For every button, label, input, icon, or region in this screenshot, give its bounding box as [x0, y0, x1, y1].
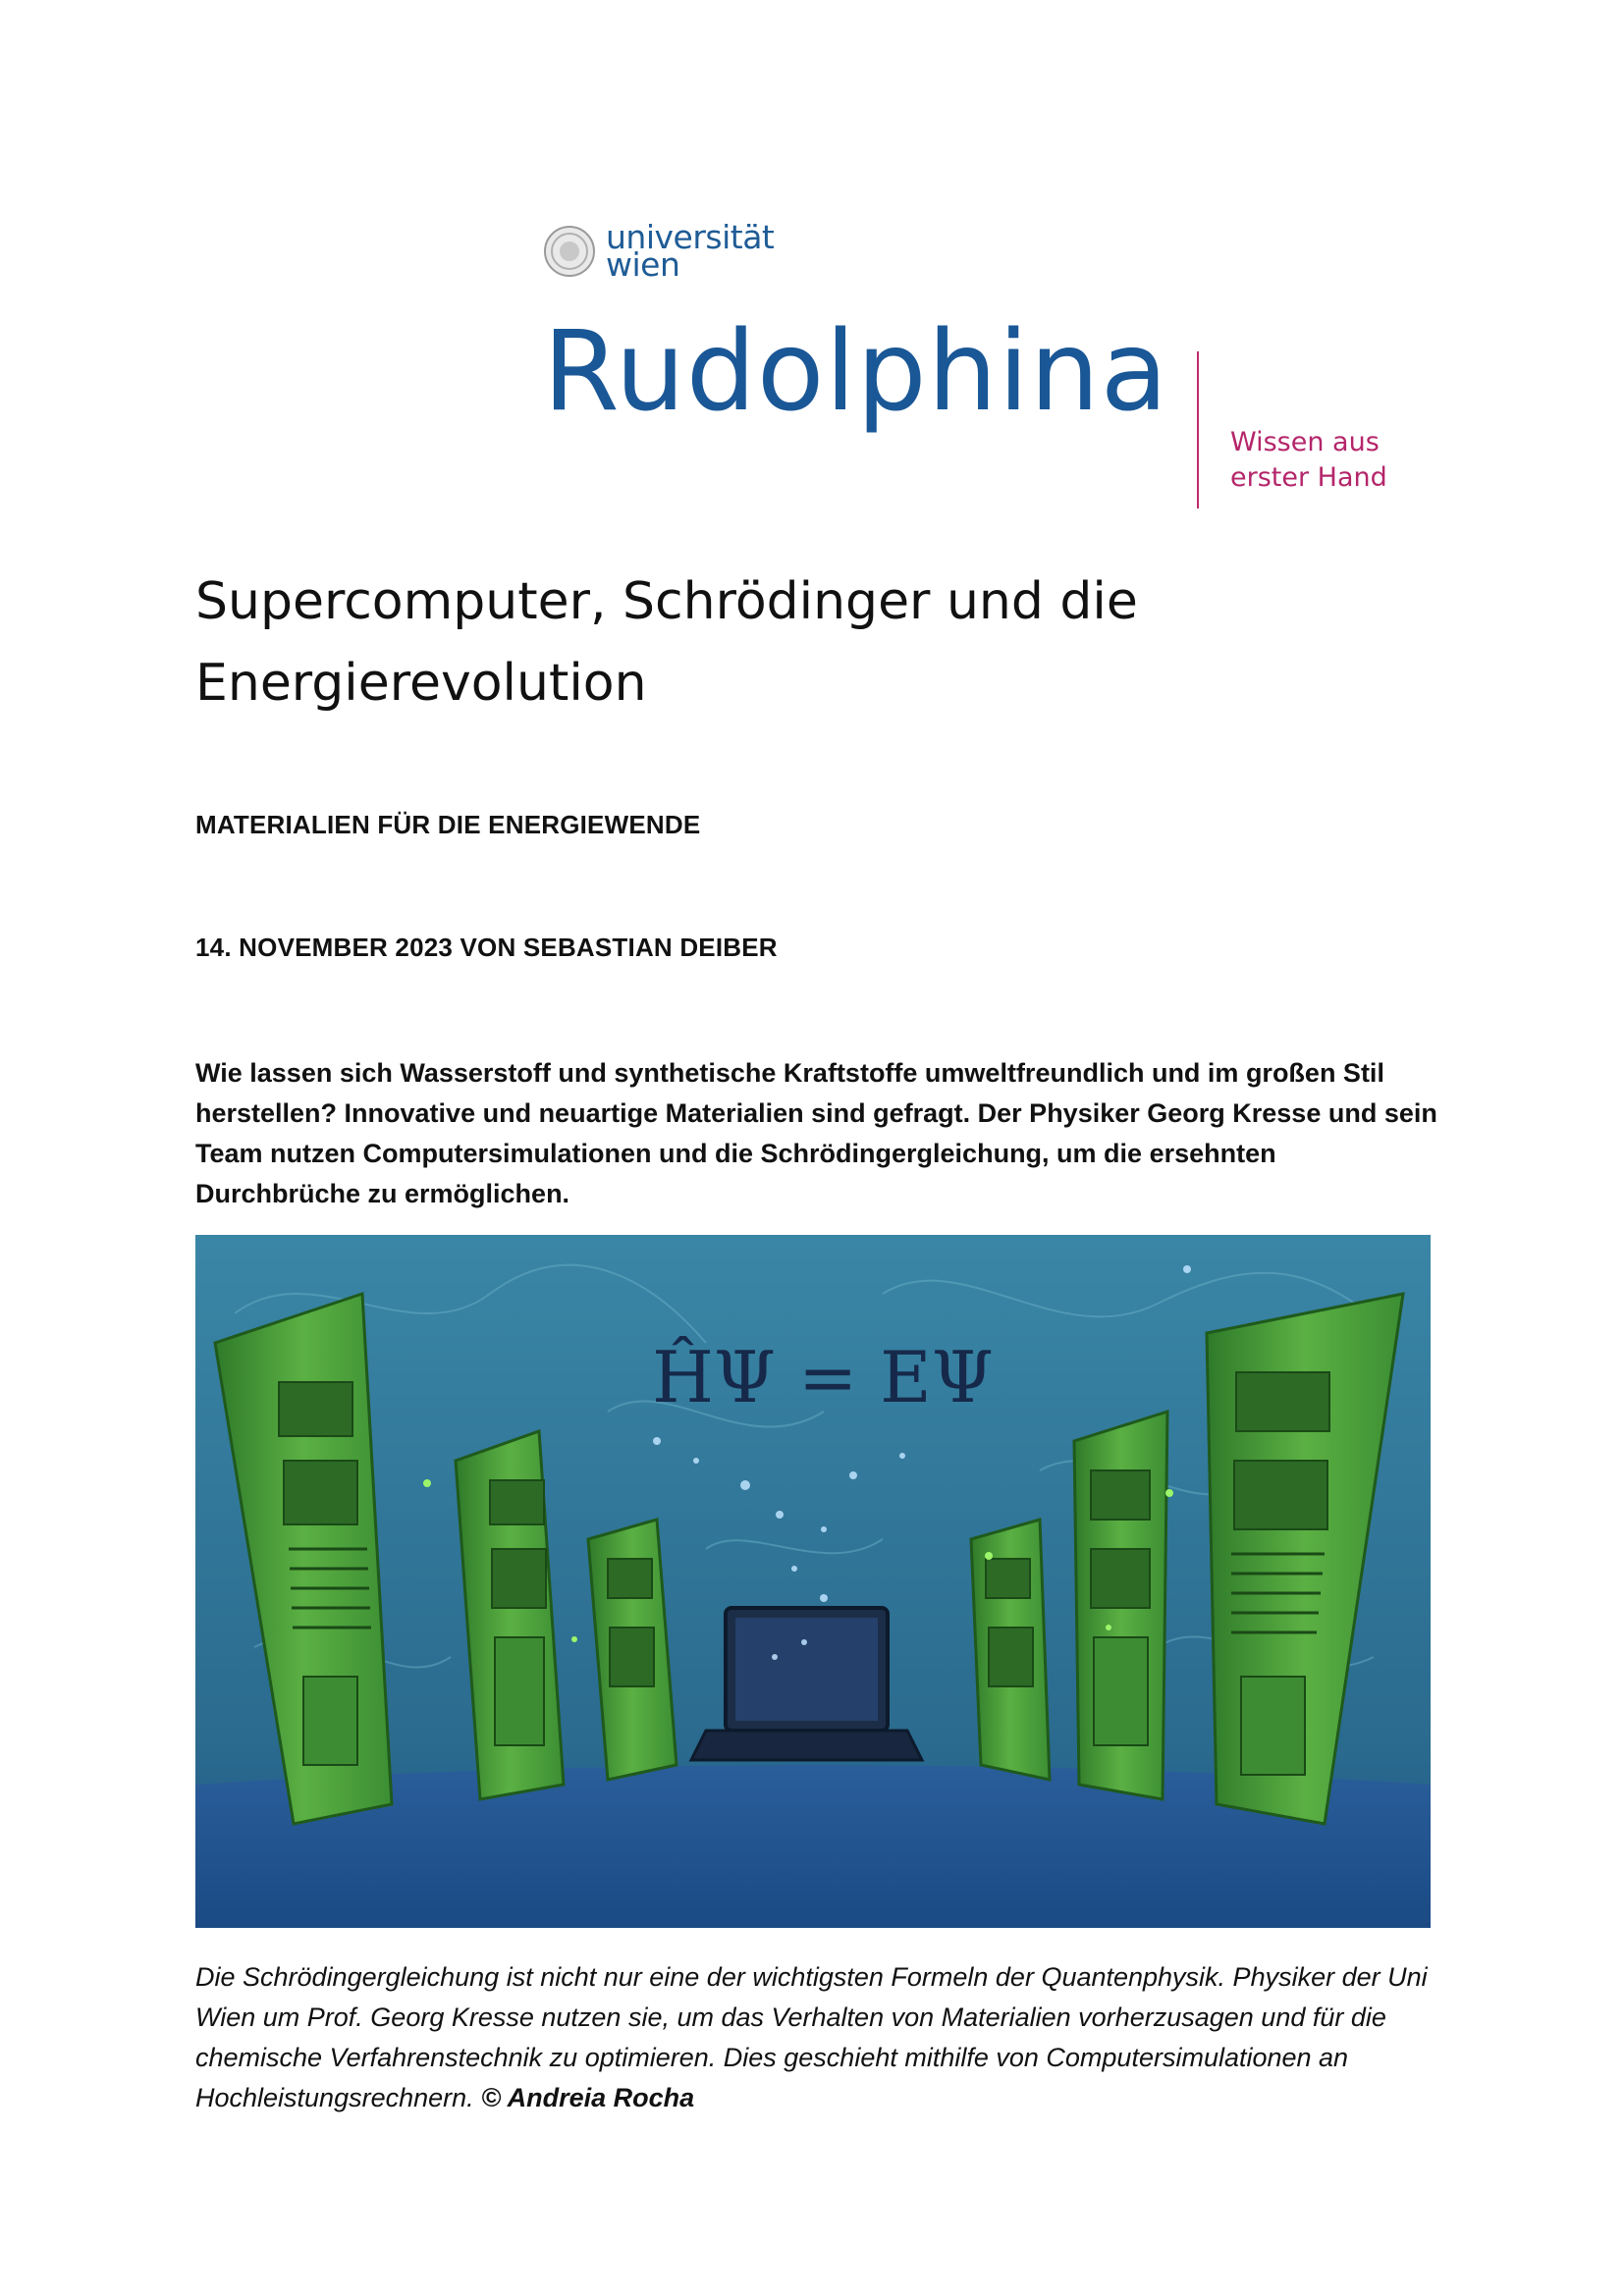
university-logo[interactable]: [543, 218, 775, 284]
article-lead: Wie lassen sich Wasserstoff und synthetische Kraftstoffe umweltfreundlich und im großen Stil herstellen? Innovative und neuartige Materialien sind gefragt. Der Physiker Georg Kresse und sein Team nutzen Computersimulationen und die Schrödingergleichung, um die ersehnten Durchbrüche zu ermöglichen.: [195, 1058, 1437, 1208]
article-title: Supercomputer, Schrödinger und die Energierevolution: [195, 572, 1138, 713]
brand-wordmark[interactable]: Rudolphina: [543, 308, 1169, 436]
university-name-line: universität: [606, 218, 775, 256]
masthead-divider: [1197, 351, 1199, 508]
article-category: MATERIALIEN FÜR DIE ENERGIEWENDE: [195, 810, 701, 839]
laptop: [691, 1608, 922, 1760]
server-tower-right-medium: [1074, 1412, 1167, 1799]
tagline: [1230, 425, 1387, 496]
university-name-line: wien: [606, 245, 680, 284]
illustration-graphic: [195, 1235, 1431, 1928]
university-name: [606, 218, 775, 284]
tagline-line: Wissen aus: [1230, 427, 1380, 457]
caption-text: Die Schrödingergleichung ist nicht nur eine der wichtigsten Formeln der Quantenphysik. Physiker der Uni Wien um Prof. Georg Kresse nutzen sie, um das Verhalten von Materialien vorherzusagen und für die chemische Verfahrenstechnik zu optimieren. Dies geschieht mithilfe von Computersimulationen an Hochleistungsrechnern.: [195, 1962, 1428, 2112]
image-credit: © Andreia Rocha: [481, 2083, 695, 2112]
article-illustration: [195, 1235, 1431, 1928]
article-byline: 14. NOVEMBER 2023 VON SEBASTIAN DEIBER: [195, 933, 778, 962]
server-tower-right-small: [971, 1520, 1050, 1780]
schrodinger-equation: ĤΨ = EΨ: [652, 1336, 994, 1418]
masthead: [543, 218, 1407, 508]
university-seal-icon: [543, 225, 596, 278]
figure-caption: [195, 1957, 1442, 2118]
tagline-line: erster Hand: [1230, 462, 1387, 493]
